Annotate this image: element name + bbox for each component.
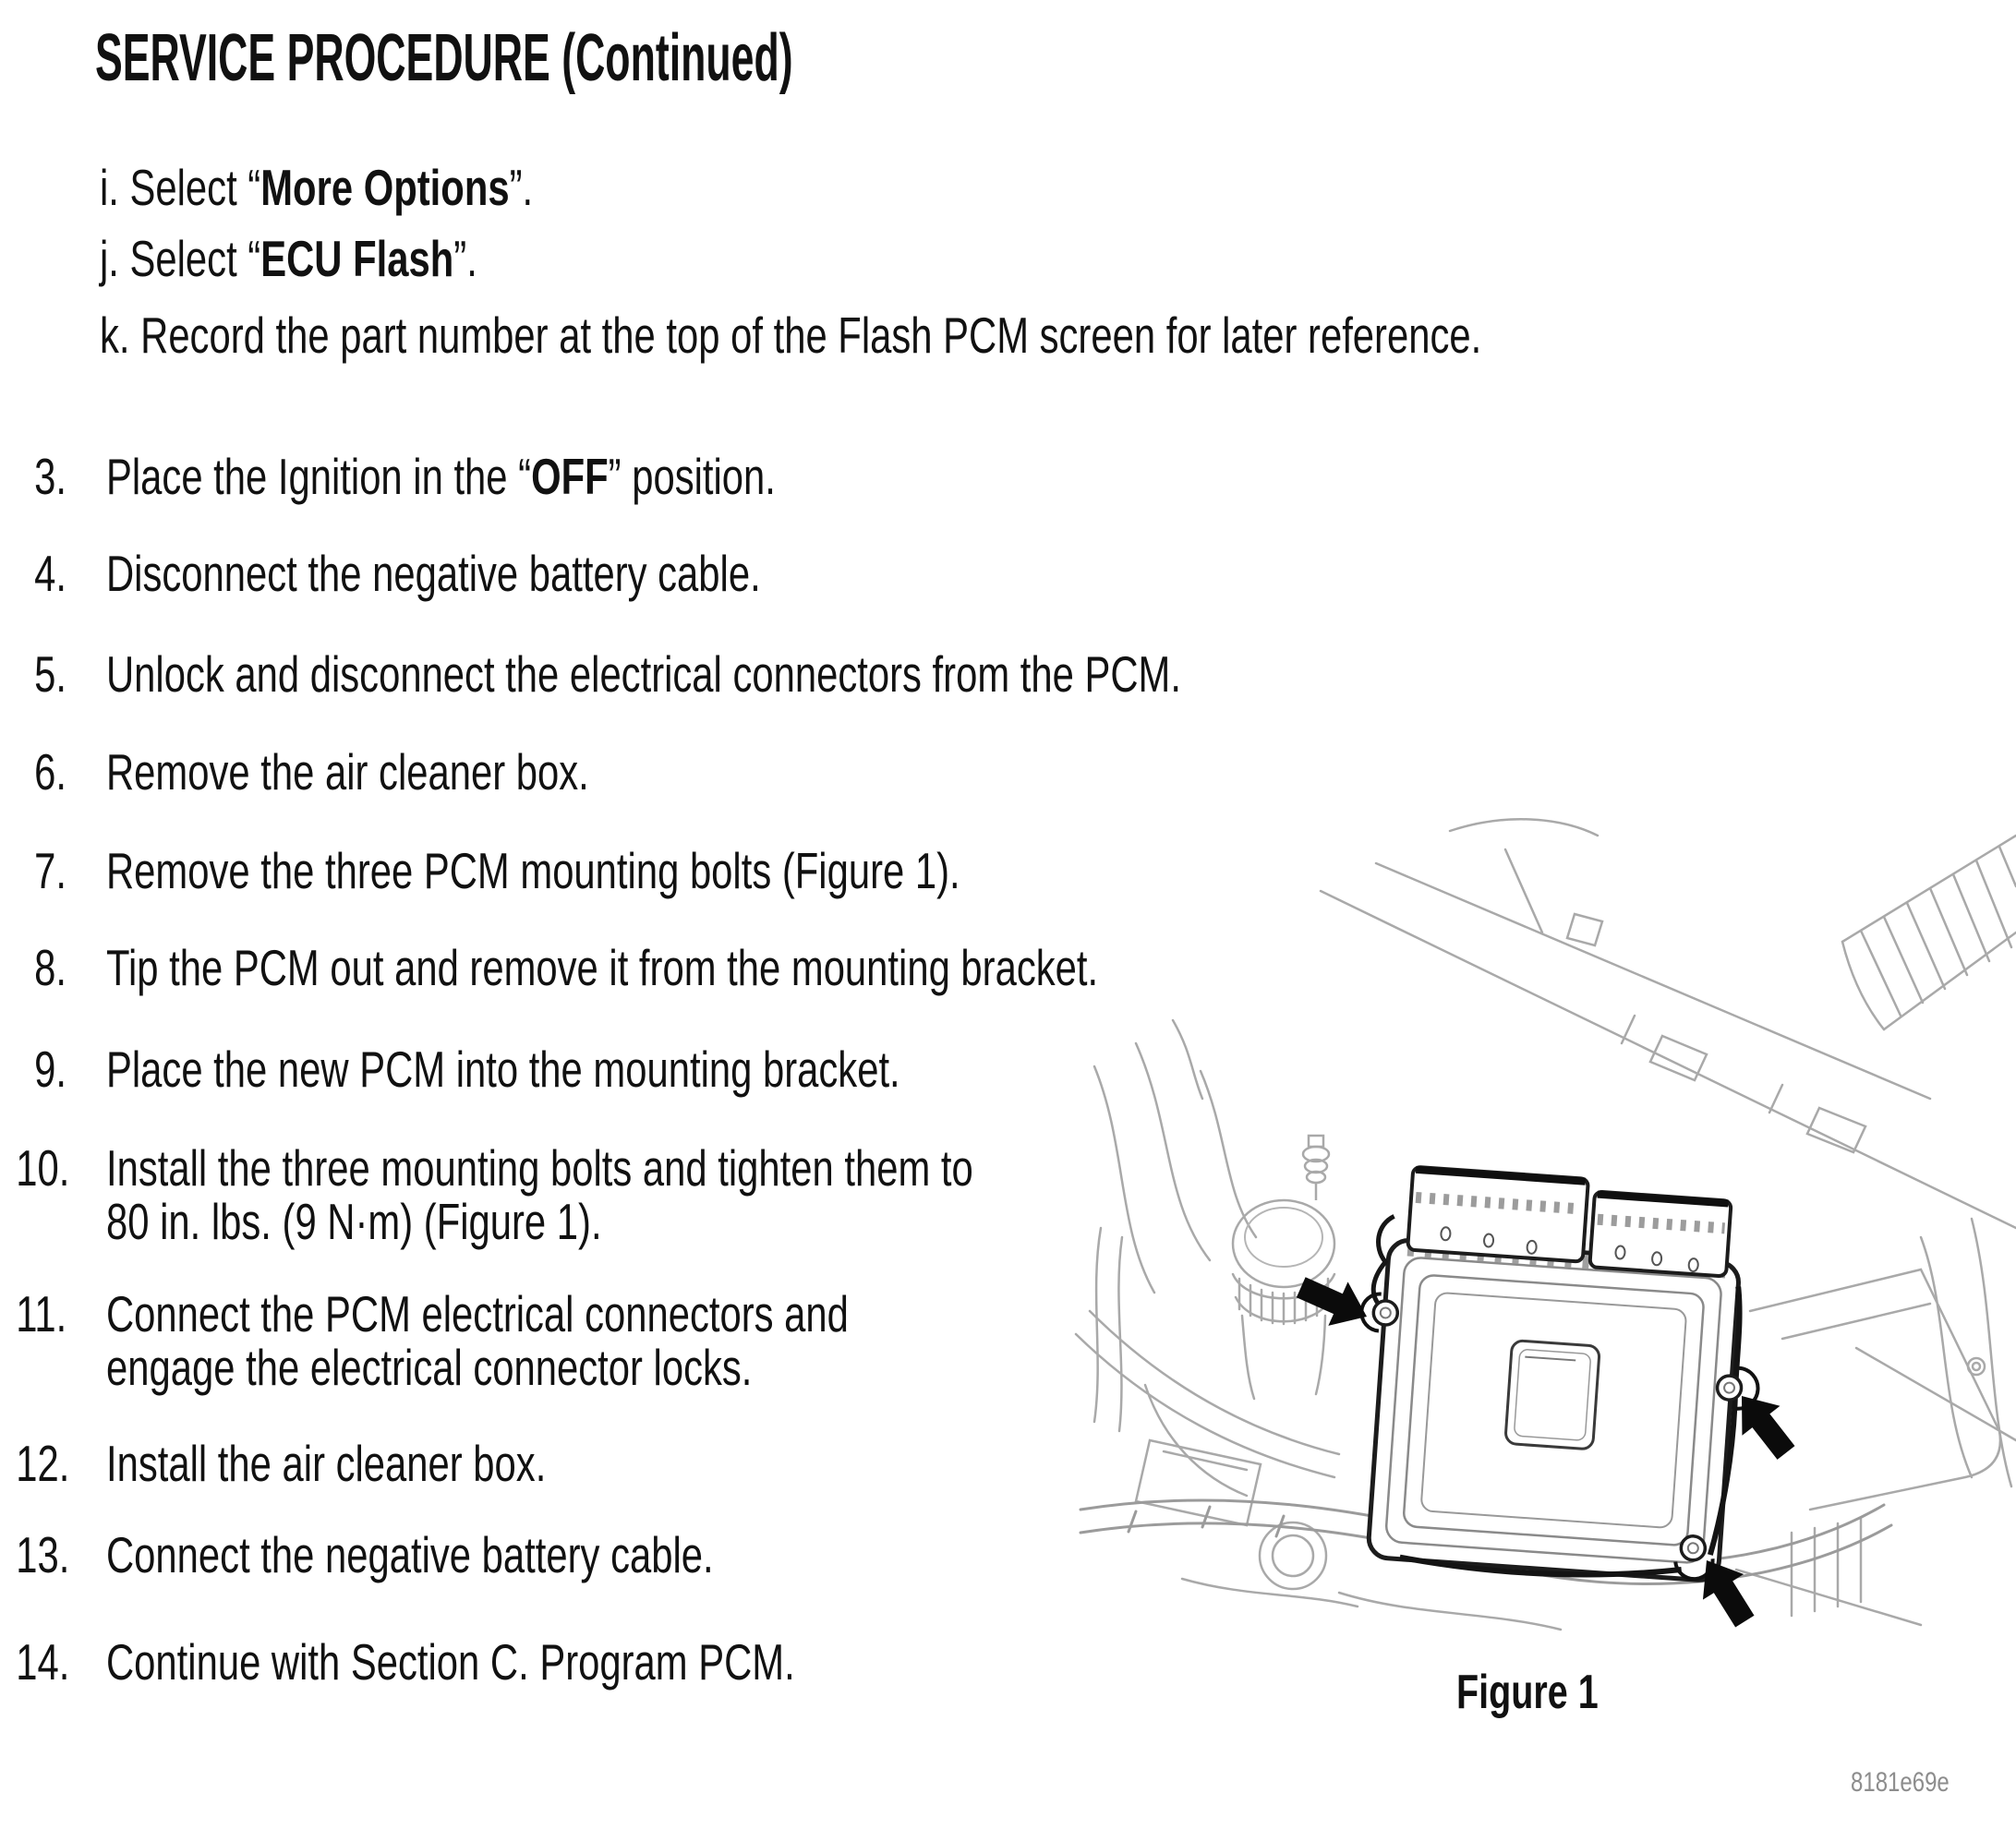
line-text: engage the electrical connector locks.	[106, 1339, 753, 1396]
line-text: Unlock and disconnect the electrical connectors from the PCM.	[106, 645, 1181, 703]
step-number: 14.	[16, 1633, 70, 1691]
substep-text: i. Select “	[100, 159, 261, 216]
step-line	[106, 1287, 849, 1341]
line-text: Install the three mounting bolts and tighten them to	[106, 1139, 973, 1197]
line-bold-text: OFF	[531, 448, 609, 505]
step-line	[106, 450, 776, 503]
step-number: 13.	[16, 1526, 70, 1583]
step-line	[106, 1042, 900, 1096]
pcm-module-drawing	[1345, 1164, 1772, 1589]
step-number: 7.	[34, 842, 66, 899]
substep-text: j. Select “	[100, 230, 261, 287]
figure-1-illustration	[859, 794, 2016, 1671]
page-title: SERVICE PROCEDURE (Continued)	[95, 21, 793, 95]
step-number: 6.	[34, 743, 66, 800]
step-line	[106, 647, 1181, 701]
connector-block-left	[1407, 1167, 1588, 1262]
doc-code: 8181e69e	[1851, 1767, 1950, 1798]
line-text: Disconnect the negative battery cable.	[106, 545, 761, 602]
step-number: 3.	[34, 448, 66, 505]
substep-text: k. Record the part number at the top of the Flash PCM screen for later reference.	[100, 307, 1482, 364]
step-line	[106, 745, 589, 799]
substep-text-end: ”.	[509, 159, 534, 216]
step-line	[106, 1528, 714, 1582]
step-number: 9.	[34, 1041, 66, 1098]
line-text: Connect the negative battery cable.	[106, 1526, 714, 1583]
figure-caption: Figure 1	[1456, 1666, 1599, 1719]
step-text	[106, 745, 742, 799]
step-line	[106, 1437, 546, 1490]
step-line	[106, 1341, 849, 1394]
step-line	[106, 1195, 973, 1248]
step-number: 11.	[16, 1285, 67, 1342]
line-text: Remove the three PCM mounting bolts (Figure 1).	[106, 842, 960, 899]
line-text: Tip the PCM out and remove it from the mounting bracket.	[106, 939, 1099, 996]
line-text: Place the Ignition in the “	[106, 448, 532, 505]
line-text-end: ” position.	[608, 448, 776, 505]
line-text: Place the new PCM into the mounting bracket.	[106, 1041, 900, 1098]
step-line	[106, 844, 960, 897]
substep-j	[100, 232, 477, 285]
line-text: 80 in. lbs. (9 N·m) (Figure 1).	[106, 1193, 602, 1250]
step-number: 5.	[34, 645, 66, 703]
connector-block-right	[1589, 1191, 1731, 1276]
line-text: Install the air cleaner box.	[106, 1435, 547, 1492]
substep-bold-text: More Options	[260, 159, 510, 216]
substep-i	[100, 161, 533, 214]
step-number: 8.	[34, 939, 66, 996]
step-number: 12.	[16, 1435, 70, 1492]
substep-text-end: ”.	[453, 230, 477, 287]
step-text	[106, 647, 1521, 701]
line-text: Remove the air cleaner box.	[106, 743, 589, 800]
substep-bold-text: ECU Flash	[260, 230, 454, 287]
step-number: 4.	[34, 545, 66, 602]
step-text	[106, 1437, 685, 1490]
step-line	[106, 1635, 795, 1689]
corrugated-hose-drawing	[1842, 836, 2016, 1029]
screw-drawing	[1303, 1136, 1329, 1200]
step-line	[106, 547, 761, 600]
line-text: Continue with Section C. Program PCM.	[106, 1633, 795, 1691]
substep-k	[100, 308, 1481, 362]
step-text	[106, 547, 968, 600]
step-number: 10.	[16, 1139, 70, 1197]
step-text	[106, 1528, 905, 1582]
step-line	[106, 1141, 973, 1195]
line-text: Connect the PCM electrical connectors and	[106, 1285, 849, 1342]
step-text	[106, 450, 987, 503]
